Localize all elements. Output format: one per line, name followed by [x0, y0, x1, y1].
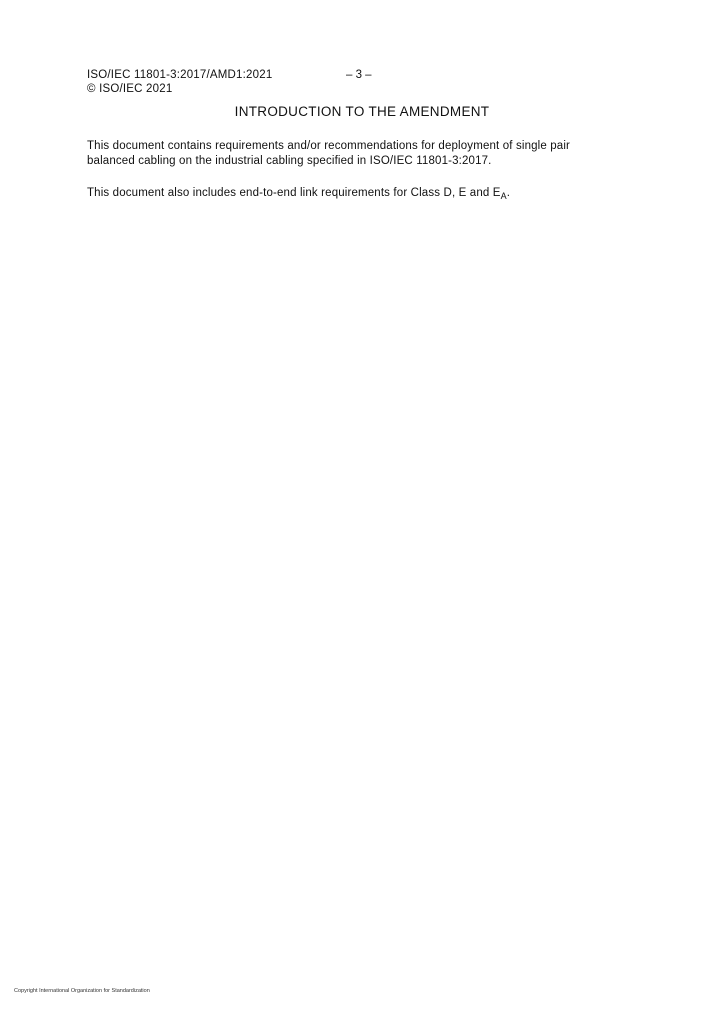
intro-paragraph-1-line-1: This document contains requirements and/or recommendations for deployment of single pair [87, 140, 571, 152]
class-subscript: A [500, 191, 507, 201]
document-reference: ISO/IEC 11801-3:2017/AMD1:2021 [87, 69, 273, 81]
intro-paragraph-1-line-2: balanced cabling on the industrial cabling specified in ISO/IEC 11801-3:2017. [87, 155, 492, 167]
section-title: INTRODUCTION TO THE AMENDMENT [234, 104, 490, 119]
intro-paragraph-2-end: . [506, 187, 511, 199]
intro-paragraph-2-text: This document also includes end-to-end link requirements for Class D, E and E [87, 187, 501, 199]
intro-paragraph-1 [87, 139, 647, 169]
header-copyright: © ISO/IEC 2021 [87, 83, 173, 95]
intro-paragraph-2 [87, 186, 647, 201]
page-number: – 3 – [346, 69, 372, 81]
footer-copyright-notice: Copyright International Organization for Standardization [14, 988, 150, 994]
